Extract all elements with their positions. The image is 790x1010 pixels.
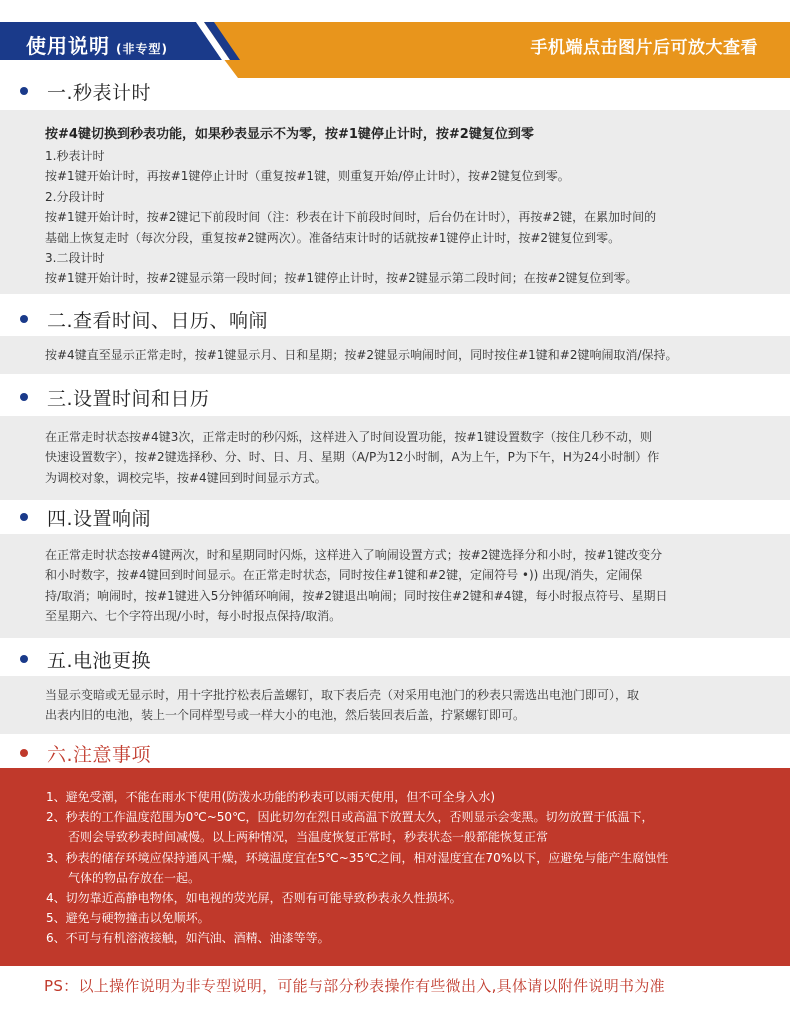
note-item: 4、切勿靠近高静电物体，如电视的荧光屏，否则有可能导致秒表永久性损坏。 [46, 891, 462, 906]
note-item: 5、避免与硬物撞击以免顺坏。 [46, 911, 210, 926]
section-3-title: 三.设置时间和日历 [47, 388, 210, 410]
header-banner [0, 0, 790, 78]
section-4-header [0, 502, 790, 532]
section-4-line: 在正常走时状态按#4键两次，时和星期同时闪烁，这样进入了响闹设置方式；按#2键选择分和小时，按#1键改变分 [45, 548, 663, 562]
section-1-line: 3.二段计时 [45, 251, 105, 266]
section-2-title: 二.查看时间、日历、响闹 [47, 310, 269, 332]
title-subtitle: (非专型) [116, 42, 168, 56]
section-5-line: 当显示变暗或无显示时，用十字批拧松表后盖螺钉，取下表后壳（对采用电池门的秒表只需选出电池门即可），取 [45, 688, 640, 702]
note-item-continued: 否则会导致秒表时间减慢。以上两种情况，当温度恢复正常时，秒表状态一般都能恢复正常 [68, 830, 549, 845]
section-6-title: 六.注意事项 [47, 744, 152, 766]
section-3-line: 快速设置数字），按#2键选择秒、分、时、日、月、星期（A/P为12小时制，A为上午，P为下午，H为24小时制）作 [45, 450, 660, 465]
section-5-body [0, 676, 790, 734]
section-5-line: 出表内旧的电池，装上一个同样型号或一样大小的电池，然后装回表后盖，拧紧螺钉即可。 [45, 708, 526, 723]
section-4-title: 四.设置响闹 [47, 508, 152, 530]
note-item-continued: 气体的物品存放在一起。 [68, 870, 201, 885]
section-3-line: 为调校对象，调校完毕，按#4键回到时间显示方式。 [45, 470, 327, 485]
section-2-body [0, 336, 790, 374]
bullet-dot-icon [20, 315, 28, 323]
note-item: 2、秒表的工作温度范围为0℃~50℃，因此切勿在烈日或高温下放置太久，否则显示会变黑。切勿放置于低温下， [46, 810, 654, 825]
section-1-title: 一.秒表计时 [47, 82, 152, 104]
header-hint: 手机端点击图片后可放大查看 [530, 38, 758, 58]
section-1-header [0, 76, 790, 106]
section-6-header [0, 738, 790, 768]
title-text: 使用说明 [26, 34, 110, 58]
section-4-line: 至星期六、七个字符出现/小时，每小时报点保持/取消。 [45, 609, 342, 624]
section-3-line: 在正常走时状态按#4键3次，正常走时的秒闪烁，这样进入了时间设置功能，按#1键设置数字（按住几秒不动，则 [45, 430, 653, 444]
bullet-dot-icon [20, 749, 28, 757]
section-5-header [0, 644, 790, 674]
note-item: 6、不可与有机溶液接触，如汽油、酒精、油漆等等。 [46, 931, 330, 946]
note-item: 3、秒表的储存环境应保持通风干燥，环境温度宜在5℃~35℃之间，相对湿度宜在70%以下，应避免与能产生腐蚀性 [46, 850, 669, 865]
section-1-line: 按#1键开始计时，再按#1键停止计时（重复按#1键，则重复开始/停止计时），按#2键复位到零。 [45, 169, 570, 184]
bullet-dot-icon [20, 393, 28, 401]
section-3-header [0, 382, 790, 412]
section-3-body [0, 416, 790, 500]
section-1-line: 按#1键开始计时，按#2键记下前段时间（注：秒表在计下前段时间时，后台仍在计时），再按#2键，在累加时间的 [45, 210, 657, 225]
section-2-header [0, 304, 790, 334]
section-4-body [0, 534, 790, 638]
section-5-title: 五.电池更换 [47, 650, 152, 672]
section-1-line: 基础上恢复走时（每次分段，重复按#2键两次）。准备结束计时的话就按#1键停止计时，按#2键复位到零。 [45, 230, 621, 245]
notes-panel [0, 768, 790, 966]
section-4-line: 持/取消；响闹时，按#1键进入5分钟循环响闹，按#2键退出响闹；同时按住#2键和#4键，每小时报点符号、星期日 [45, 588, 668, 603]
section-1-body [0, 110, 790, 294]
bullet-dot-icon [20, 87, 28, 95]
bullet-dot-icon [20, 513, 28, 521]
note-item: 1、避免受潮，不能在雨水下使用(防泼水功能的秒表可以雨天使用，但不可全身入水) [46, 790, 496, 804]
section-1-line: 1.秒表计时 [45, 149, 105, 163]
section-1-lead: 按#4键切换到秒表功能，如果秒表显示不为零，按#1键停止计时，按#2键复位到零 [45, 127, 534, 142]
section-1-line: 2.分段计时 [45, 189, 105, 204]
section-4-line: 和小时数字，按#4键回到时间显示。在正常走时状态，同时按住#1键和#2键，定闹符号 •)) 出现/消失，定闹保 [45, 568, 643, 583]
section-2-line: 按#4键直至显示正常走时，按#1键显示月、日和星期；按#2键显示响闹时间，同时按住#1键和#2键响闹取消/保持。 [45, 348, 678, 362]
page-title [26, 30, 168, 59]
bullet-dot-icon [20, 655, 28, 663]
section-1-line: 按#1键开始计时，按#2键显示第一段时间；按#1键停止计时，按#2键显示第二段时间；在按#2键复位到零。 [45, 271, 638, 286]
ps-footnote: PS：以上操作说明为非专型说明，可能与部分秒表操作有些微出入,具体请以附件说明书为准 [44, 977, 665, 995]
